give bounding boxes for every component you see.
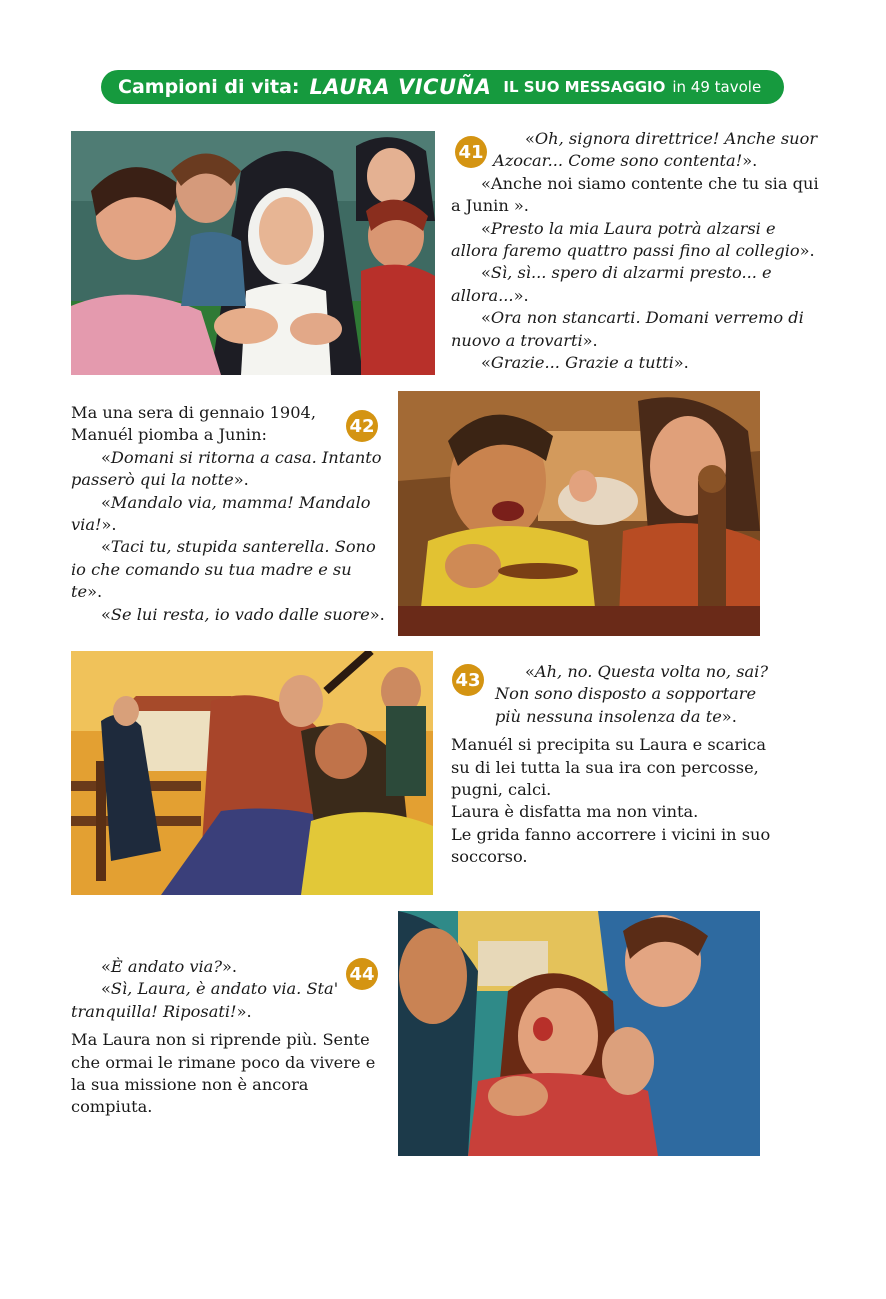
dialogue-line: «Ora non stancarti. Domani verremo di nuovo a trovarti». bbox=[451, 308, 804, 350]
subject-name: LAURA VICUÑA bbox=[309, 75, 492, 99]
illustration-43 bbox=[71, 651, 433, 895]
illustration-44 bbox=[398, 911, 760, 1156]
dialogue-line: «Mandalo via, mamma! Mandalo via!». bbox=[71, 492, 371, 535]
panel-text-42 bbox=[71, 402, 387, 626]
panel-text-43 bbox=[451, 661, 781, 869]
title-banner bbox=[101, 70, 784, 104]
narration: Ma una sera di gennaio 1904, Manuél piomba a Junin: bbox=[71, 403, 316, 445]
series-title: Campioni di vita: bbox=[118, 76, 300, 98]
dialogue-line: «Taci tu, stupida santerella. Sono io che comando su tua madre e su te». bbox=[71, 537, 376, 602]
panel-text-41 bbox=[451, 128, 821, 374]
illustration-42 bbox=[398, 391, 760, 636]
dialogue-line: «Ah, no. Questa volta no, sai? Non sono disposto a sopportare più nessuna insolenza da te». bbox=[495, 662, 769, 726]
narration: Ma Laura non si riprende più. Sente che ormai le rimane poco da vivere e la sua missione non è ancora compiuta. bbox=[71, 1030, 376, 1117]
dialogue-line: «Domani si ritorna a casa. Intanto passerò qui la notte». bbox=[71, 447, 382, 490]
plate-count: in 49 tavole bbox=[672, 78, 762, 96]
dialogue-line: «È andato via?». bbox=[101, 957, 238, 976]
panel-number-badge-44: 44 bbox=[346, 958, 378, 990]
panel-text-44 bbox=[71, 956, 387, 1119]
illustration-41 bbox=[71, 131, 435, 375]
dialogue-line: «Presto la mia Laura potrà alzarsi e allora faremo quattro passi fino al collegio». bbox=[451, 218, 815, 261]
narration: Le grida fanno accorrere i vicini in suo soccorso. bbox=[451, 824, 771, 867]
dialogue-line: «Sì, sì... spero di alzarmi presto... e allora...». bbox=[451, 263, 772, 305]
dialogue-line: «Oh, signora direttrice! Anche suor Azocar... Come sono contenta!». bbox=[493, 129, 818, 171]
narration: Manuél si precipita su Laura e scarica su di lei tutta la sua ira con percosse, pugni, calci. bbox=[451, 735, 766, 800]
dialogue-line: «Grazie... Grazie a tutti». bbox=[481, 353, 689, 373]
narration: Laura è disfatta ma non vinta. bbox=[451, 802, 699, 822]
panel-number-badge-41: 41 bbox=[455, 136, 487, 168]
dialogue-line: «Anche noi siamo contente che tu sia qui a Junin ». bbox=[451, 173, 819, 216]
dialogue-line: «Sì, Laura, è andato via. Sta' tranquilla! Riposati!». bbox=[71, 979, 339, 1021]
panel-number-badge-42: 42 bbox=[346, 410, 378, 442]
panel-number-badge-43: 43 bbox=[452, 664, 484, 696]
dialogue-line: «Se lui resta, io vado dalle suore». bbox=[101, 604, 385, 624]
subtitle: IL SUO MESSAGGIO bbox=[503, 78, 666, 96]
